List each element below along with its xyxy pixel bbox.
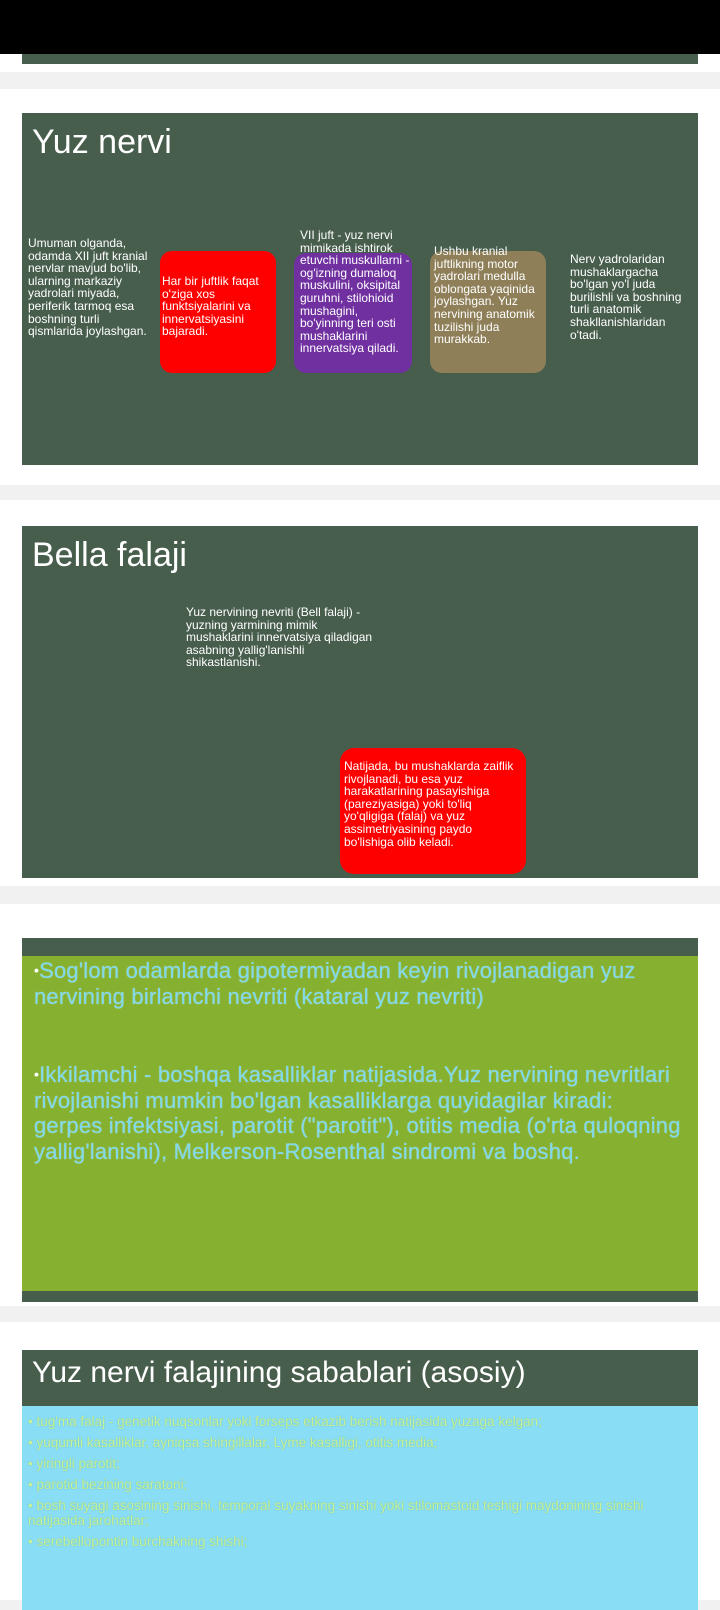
list-item: • yuqumli kasalliklar, ayniqsa shingillalar, Lyme kasalligi, otitis media; <box>28 1435 438 1450</box>
top-status-bar <box>0 0 720 54</box>
bullet-icon: • <box>34 962 40 978</box>
list-item: • bosh suyagi asosining sinishi, temporal suyakning sinishi yoki stilomastoid teshigi maydonining sinishi natijasida jarohatlar; <box>28 1498 644 1528</box>
slide-sabablari <box>22 1350 698 1610</box>
paragraph-primary: •Sog'lom odamlarda gipotermiyadan keyin rivojlanadigan yuz nervining birlamchi nevriti (kataral yuz nevriti) <box>34 958 636 1009</box>
slide-card-yuz-nervi <box>0 89 720 485</box>
green-content-area <box>22 956 698 1291</box>
slide-previous-bottom <box>22 54 698 64</box>
text-column-4: Ushbu kranial juftlikning motor yadrolari medulla oblongata yaqinida joylashgan. Yuz nervining anatomik tuzilishi juda murakkab. <box>434 244 535 347</box>
slide-title: Bella falaji <box>32 536 187 574</box>
list-item: • parotid bezining saratoni; <box>28 1477 188 1492</box>
list-item: • serebellopontin burchakning shishi; <box>28 1534 248 1549</box>
slide-green <box>22 938 698 1302</box>
slide-card-previous <box>0 54 720 72</box>
paragraph-secondary: •Ikkilamchi - boshqa kasalliklar natijasida.Yuz nervining nevritlari rivojlanishi mumkin bo'lgan kasalliklarga quyidagilar kiradi: gerpes infektsiyasi, parotit ("parotit"), otitis media (o'rta quloqning yallig'lanishi), Melkerson-Rosenthal sindromi va boshq. <box>34 1062 681 1164</box>
red-box <box>160 251 276 373</box>
list-item: • yiringli parotit; <box>28 1456 120 1471</box>
slide-title: Yuz nervi falajining sabablari (asosiy) <box>32 1356 526 1389</box>
red-result-box <box>340 748 526 874</box>
causes-list-area <box>22 1406 698 1610</box>
slide-card-green <box>0 904 720 1306</box>
text-column-5: Nerv yadrolaridan mushaklargacha bo'lgan yo'l juda burilishli va boshning turli anatomik shakllanishlaridan o'tadi. <box>570 252 682 342</box>
text-column-3: VII juft - yuz nervi mimikada ishtirok etuvchi muskullarni - og'izning dumaloq muskulini, oksipital guruhni, stilohioid mushagini, bo'yinning teri osti mushaklarini innervatsiya qiladi. <box>300 228 410 356</box>
slide-yuz-nervi <box>22 113 698 465</box>
bullet-icon: • <box>34 1066 40 1082</box>
definition-text: Yuz nervining nevriti (Bell falaji) - yuzning yarmining mimik mushaklarini innervatsiya qiladigan asabning yallig'lanishli shikastlanishi. <box>186 605 373 670</box>
slide-bella-falaji <box>22 526 698 878</box>
result-box-text: Natijada, bu mushaklarda zaiflik rivojlanadi, bu esa yuz harakatlarining pasayishiga (pareziyasiga) yoki to'liq yo'qligiga (falaj) va yuz assimetriyasining paydo bo'lishiga olib keladi. <box>344 759 514 849</box>
list-item: • tug'ma falaj - genetik nuqsonlar yoki forseps etkazib berish natijasida yuzaga kelgan; <box>28 1414 542 1429</box>
slide-card-bella-falaji <box>0 500 720 886</box>
text-column-1: Umuman olganda, odamda XII juft kranial nervlar mavjud bo'lib, ularning markaziy yadrolari miyada, periferik tarmoq esa boshning turli qismlarida joylashgan. <box>28 236 148 339</box>
slide-title: Yuz nervi <box>32 123 172 161</box>
slide-card-sabablari <box>0 1322 720 1600</box>
red-box-text: Har bir juftlik faqat o'ziga xos funktsiyalarini va innervatsiyasini bajaradi. <box>162 274 259 339</box>
